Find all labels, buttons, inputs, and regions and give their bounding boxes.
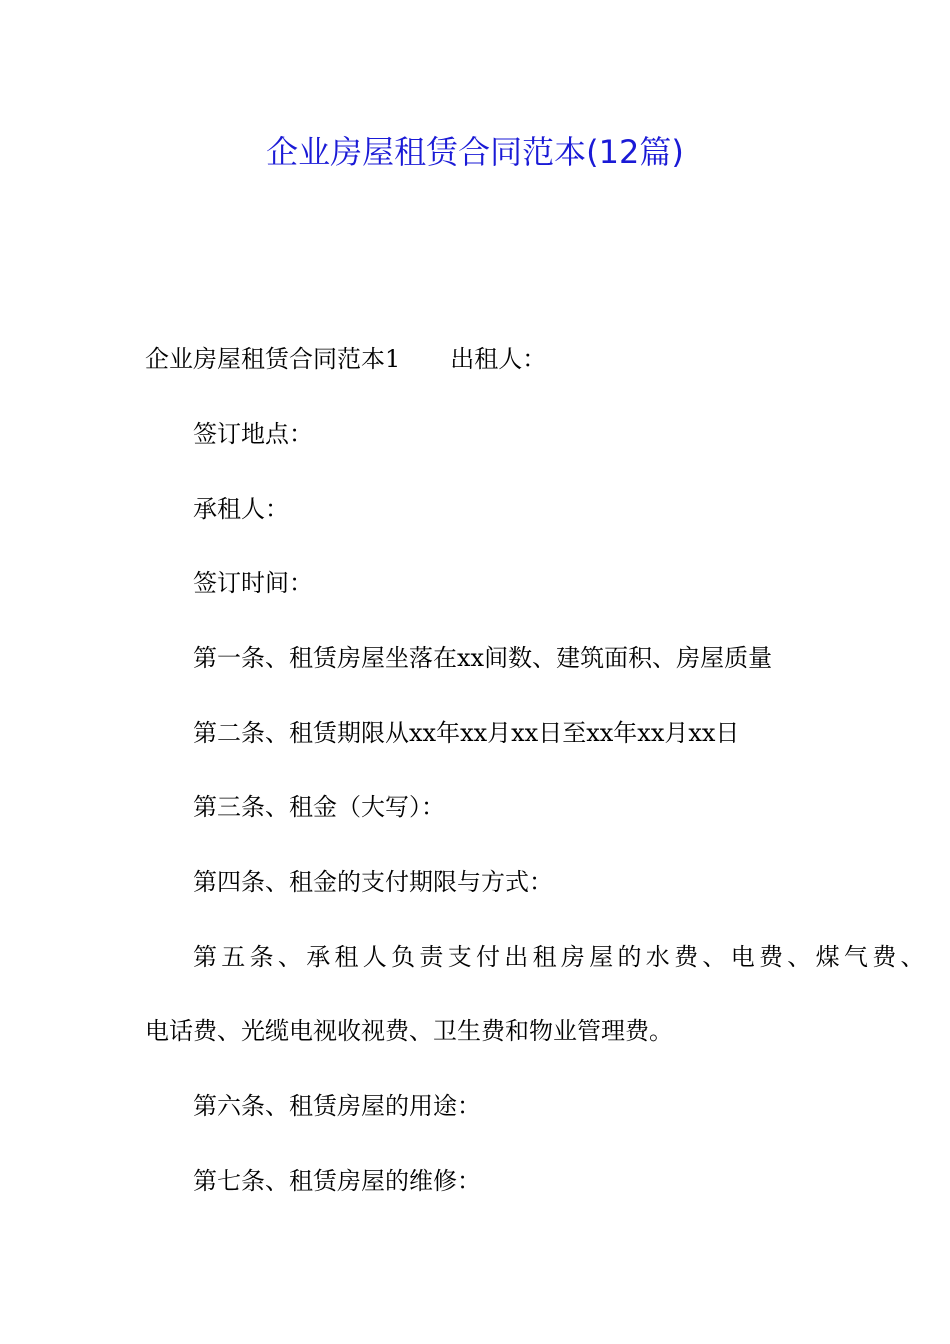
document-title: 企业房屋租赁合同范本(12篇) [266, 133, 684, 171]
article-3: 第三条、租金（大写）： [193, 793, 445, 821]
article-5-line-1: 第五条、承租人负责支付出租房屋的水费、电费、煤气费、 [193, 943, 929, 971]
article-5-line-2: 电话费、光缆电视收视费、卫生费和物业管理费。 [145, 1017, 673, 1045]
contract-heading: 企业房屋租赁合同范本1 [145, 345, 401, 373]
contract-first-line [0, 339, 950, 379]
article-6: 第六条、租赁房屋的用途： [193, 1092, 481, 1120]
signing-time: 签订时间： [193, 569, 313, 597]
lessor-label: 出租人： [450, 345, 547, 373]
article-7: 第七条、租赁房屋的维修： [193, 1167, 481, 1195]
article-1: 第一条、租赁房屋坐落在xx间数、建筑面积、房屋质量 [193, 644, 773, 672]
article-2: 第二条、租赁期限从xx年xx月xx日至xx年xx月xx日 [193, 719, 740, 747]
signing-place: 签订地点： [193, 420, 313, 448]
lessee-label: 承租人： [193, 495, 289, 523]
article-4: 第四条、租金的支付期限与方式： [193, 868, 553, 896]
